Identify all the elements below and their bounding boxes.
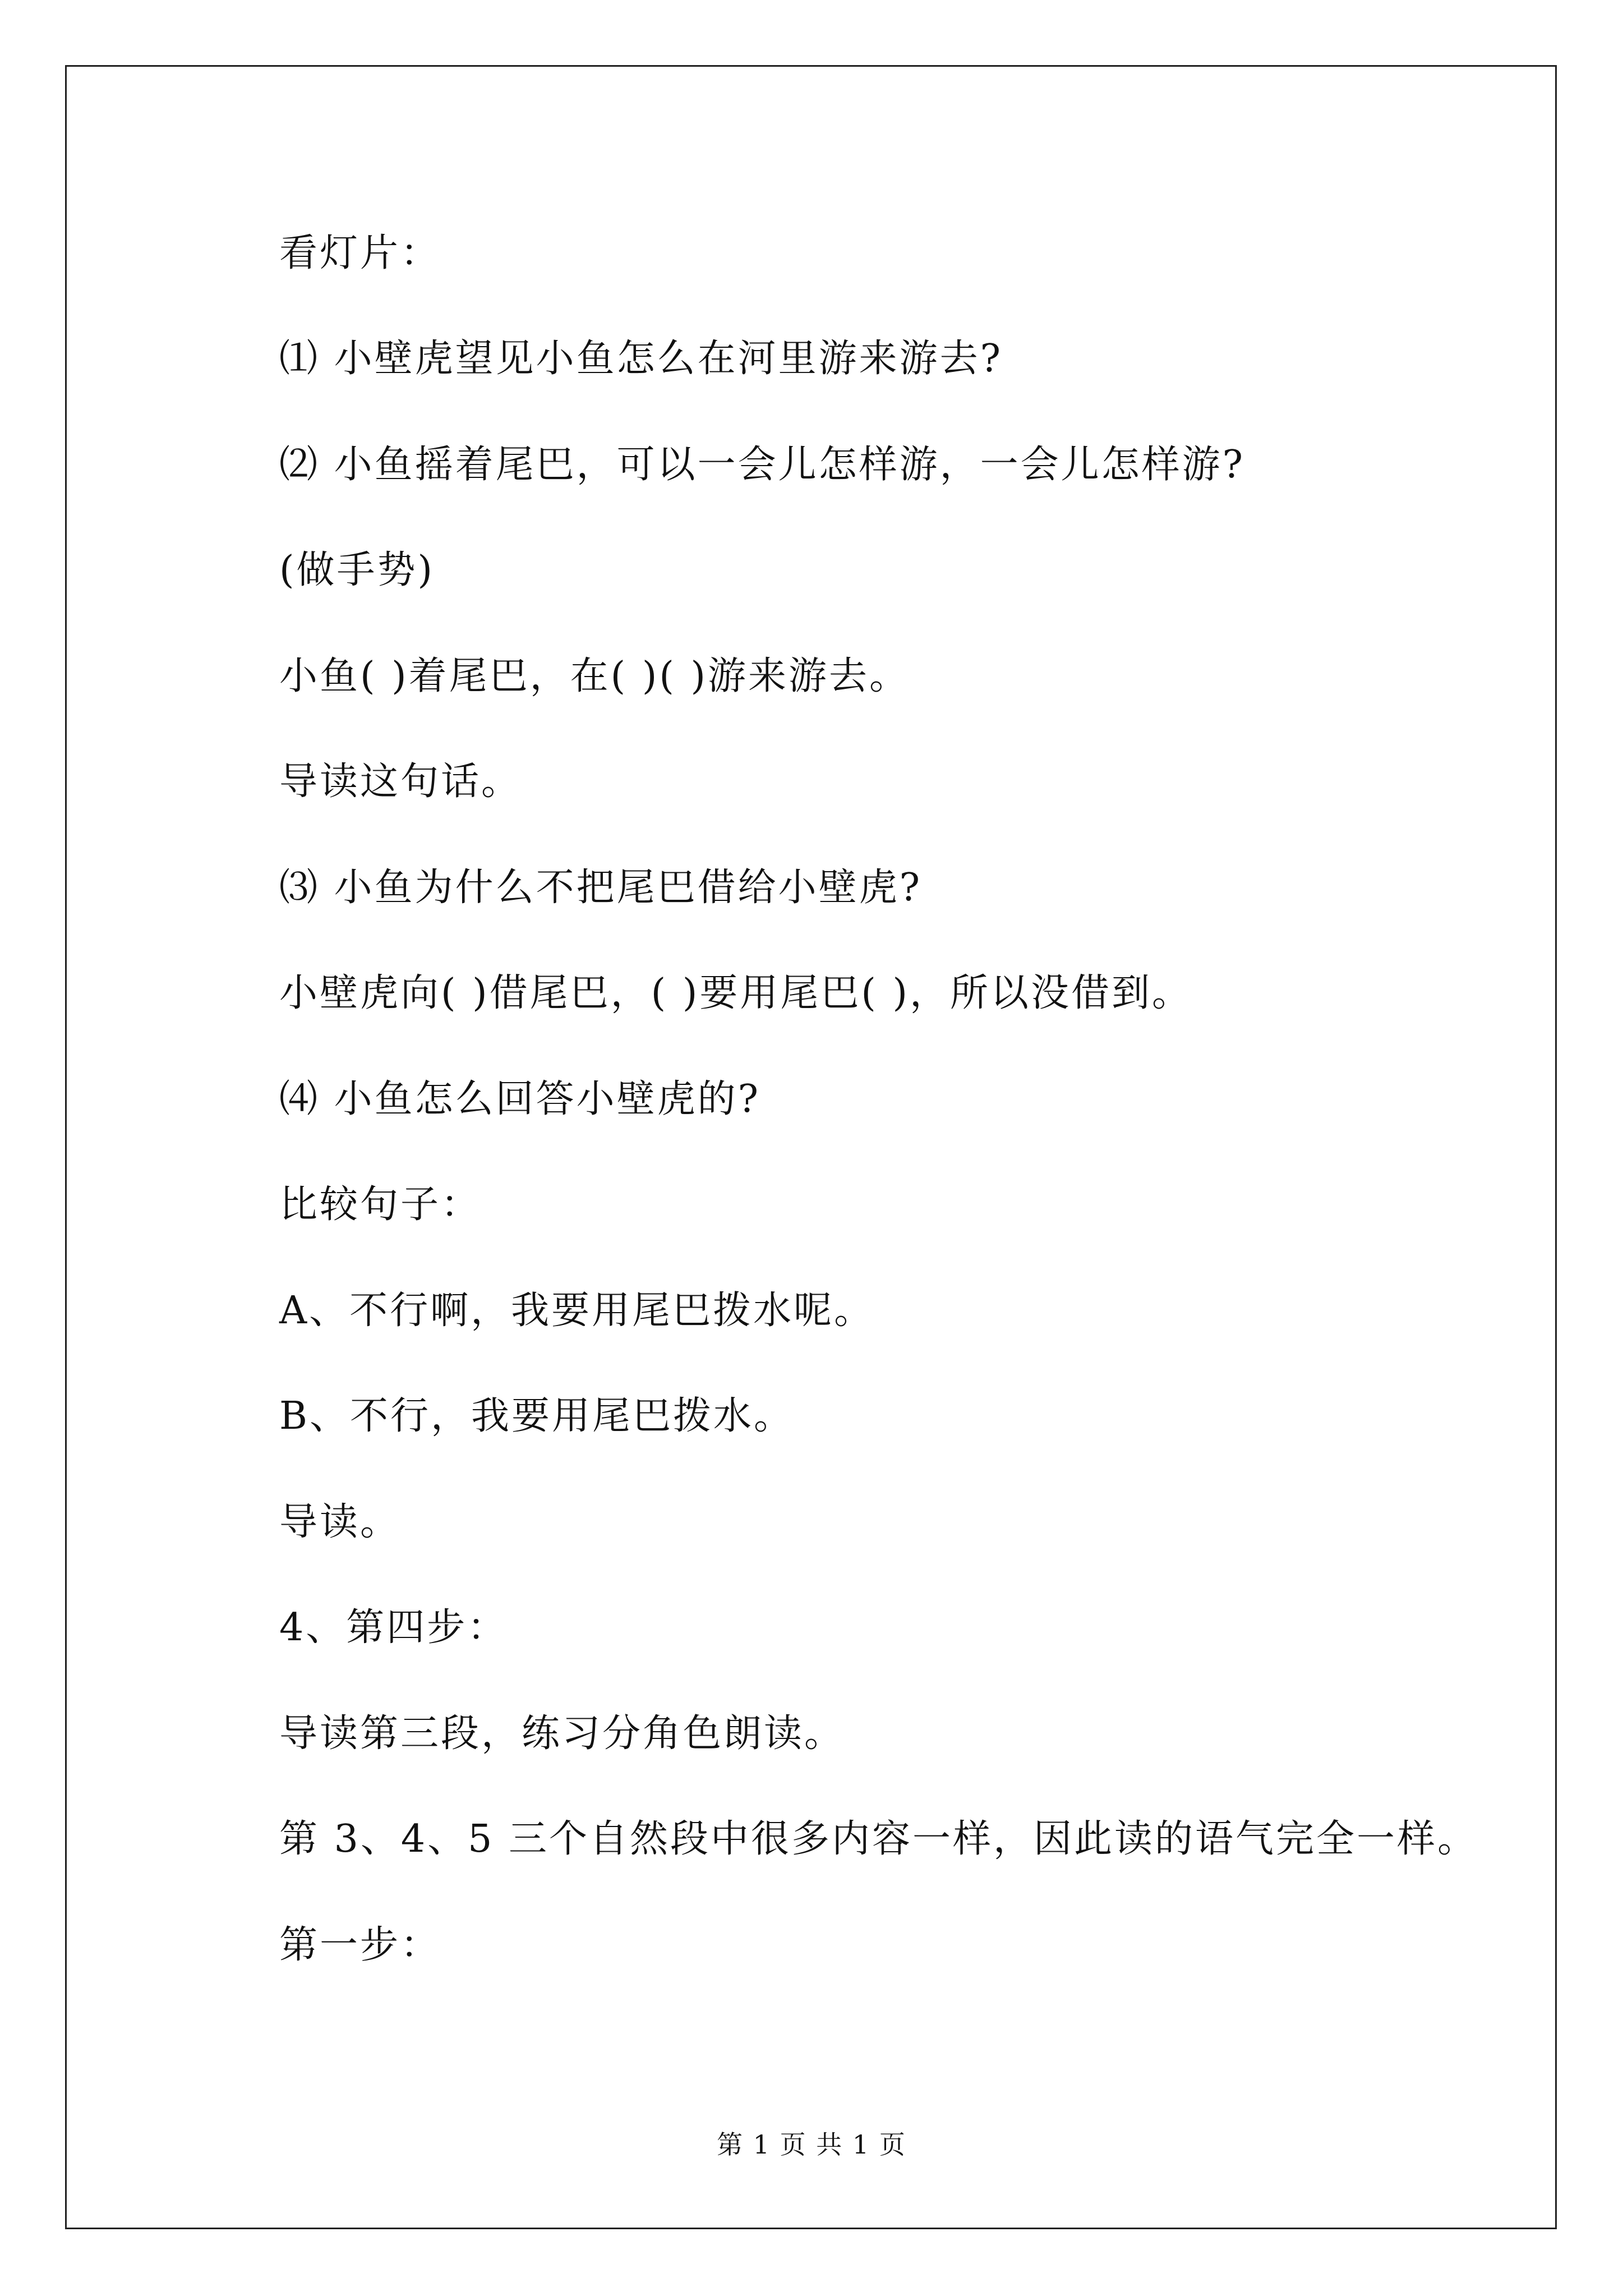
text-line: 导读第三段，练习分角色朗读。 [279, 1711, 845, 1756]
text-line: 4、第四步： [279, 1605, 508, 1650]
text-line: 导读。 [279, 1500, 401, 1544]
text-line: (做手势) [279, 548, 435, 592]
text-line: 第一步： [279, 1923, 441, 1967]
text-line: ⑷ 小鱼怎么回答小壁虎的? [279, 1077, 761, 1121]
text-line: 第 3、4、5 三个自然段中很多内容一样，因此读的语气完全一样。 [279, 1817, 1478, 1861]
text-line: 导读这句话。 [279, 760, 522, 804]
text-line: 比较句子： [279, 1182, 482, 1227]
page-footer: 第 1 页 共 1 页 [717, 2129, 906, 2160]
text-line: ⑵ 小鱼摇着尾巴，可以一会儿怎样游，一会儿怎样游? [279, 443, 1246, 487]
text-line: ⑴ 小壁虎望见小鱼怎么在河里游来游去? [279, 337, 1003, 381]
text-line: A、不行啊，我要用尾巴拨水呢。 [279, 1289, 875, 1333]
text-line: 看灯片： [279, 231, 441, 275]
text-line: B、不行，我要用尾巴拨水。 [279, 1394, 794, 1438]
text-line: 小鱼( )着尾巴，在( )( )游来游去。 [279, 654, 910, 698]
text-line: 小壁虎向( )借尾巴，( )要用尾巴( )，所以没借到。 [279, 971, 1193, 1015]
text-line: ⑶ 小鱼为什么不把尾巴借给小壁虎? [279, 866, 923, 910]
